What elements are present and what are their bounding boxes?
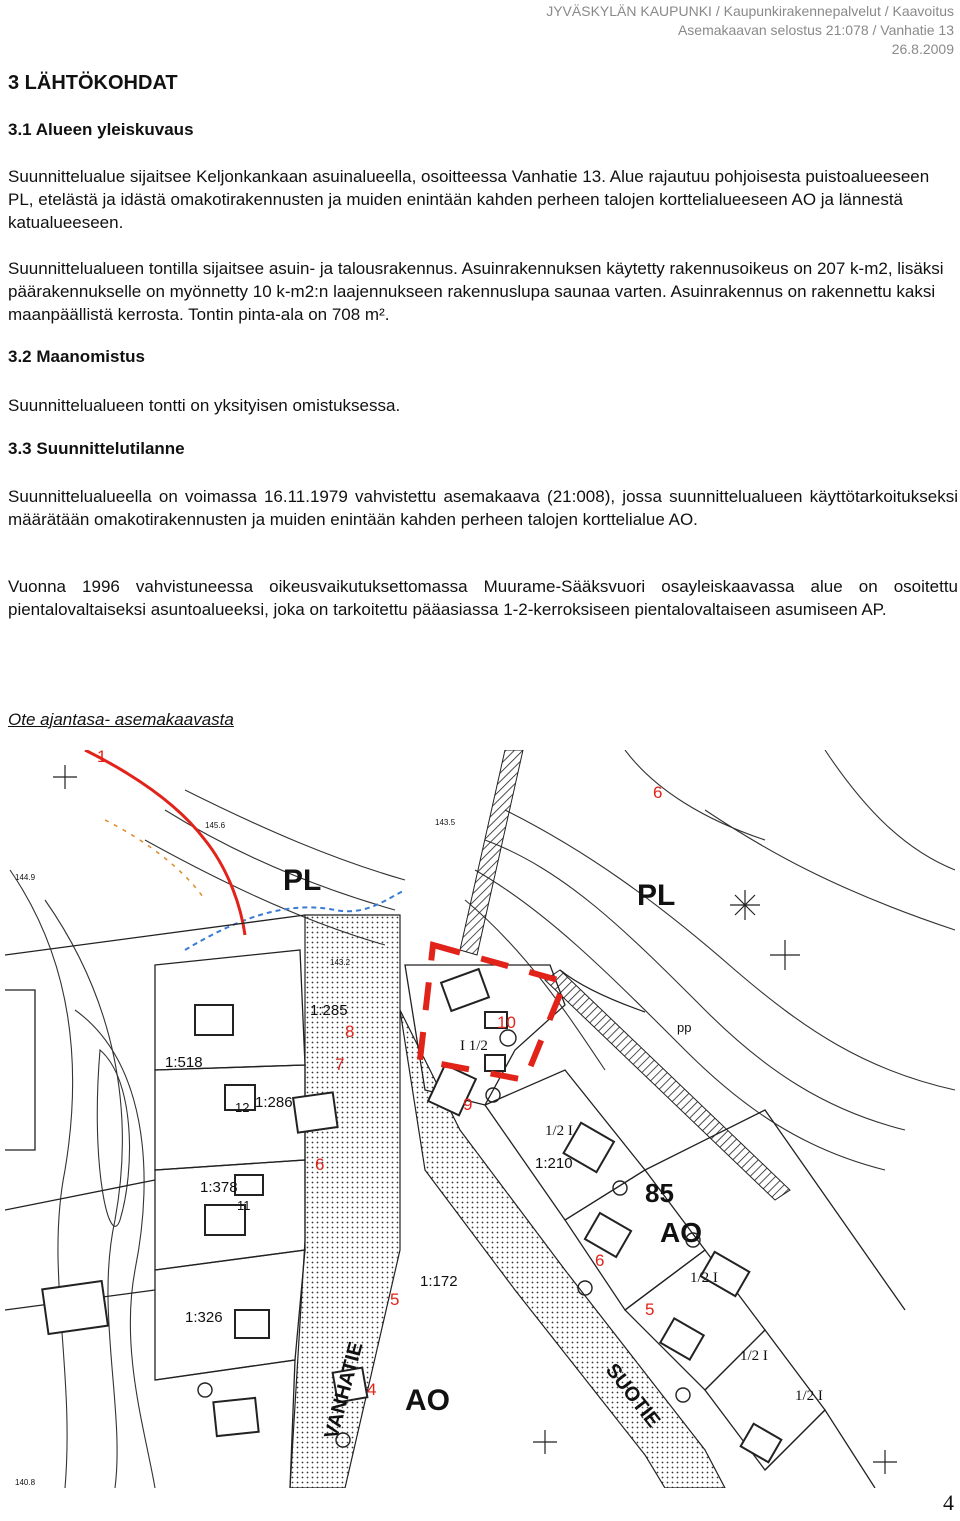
lot-1172: 1:172 [420,1273,458,1290]
zone-label-ao-east: AO [660,1217,702,1248]
density-c: 1/2 I [690,1270,718,1286]
lot-1286: 1:286 [255,1094,293,1111]
document-header [546,2,954,59]
section-3-3-title: 3.3 Suunnittelutilanne [8,439,185,458]
density-b: 1/2 I [545,1123,573,1139]
page-number: 4 [943,1490,954,1515]
plot-number-5a: 5 [390,1290,400,1309]
section-3-3-paragraph-1: Suunnittelualueella on voimassa 16.11.1979 vahvistettu asemakaava (21:008), jossa suunnittelualueen käyttötarkoitukseksi määrätään omakotirakennusten ja muiden enintään kahden perheen talojen korttelialue AO. [8,487,958,529]
zone-label-pl-east: PL [637,879,676,912]
plot-number-10: 10 [497,1013,516,1032]
plot-number-7: 7 [335,1055,345,1074]
street-name-vanhatie: VANHATIE [320,1339,368,1442]
density-d: 1/2 I [740,1348,768,1364]
spot-height-4: 144.9 [15,873,36,882]
lot-1285: 1:285 [310,1002,348,1019]
plot-number-9: 9 [463,1095,473,1114]
plot-number-4: 4 [367,1380,377,1399]
section-3-2-title: 3.2 Maanomistus [8,347,145,366]
spot-height-3: 143.5 [435,818,456,827]
density-e: 1/2 I [795,1388,823,1404]
spot-height-1: 145.6 [205,821,226,830]
figure-caption: Ote ajantasa- asemakaavasta [8,710,234,729]
density-a: I 1/2 [460,1038,488,1054]
lot-1326: 1:326 [185,1309,223,1326]
building-number-11: 11 [237,1198,251,1213]
plot-number-6c: 6 [653,783,663,802]
header-date: 26.8.2009 [891,41,954,57]
plot-number-6a: 6 [315,1155,325,1174]
section-3-1-paragraph-1: Suunnittelualue sijaitsee Keljonkankaan asuinalueella, osoitteessa Vanhatie 13. Alue rajautuu pohjoisesta puistoalueeseen PL, etelästä ja idästä omakotirakennusten ja muiden enintään kahden perheen talojen korttelialueeseen AO ja lännestä katualueeseen. [8,167,930,232]
spot-height-2: 143.2 [330,958,351,967]
plot-number-8: 8 [345,1022,355,1041]
block-number-85: 85 [645,1178,674,1208]
section-3-2-paragraph: Suunnittelualueen tontti on yksityisen omistuksessa. [8,396,401,415]
plot-number-5b: 5 [645,1300,655,1319]
header-org: JYVÄSKYLÄN KAUPUNKI / Kaupunkirakennepalvelut / Kaavoitus [546,3,954,19]
plot-number-1: 1 [97,750,107,766]
lot-1210: 1:210 [535,1155,573,1172]
street-name-suotie: SUOTIE [601,1359,665,1432]
section-3-1-title: 3.1 Alueen yleiskuvaus [8,120,194,139]
parking-label: pp [677,1020,692,1035]
lot-1518: 1:518 [165,1054,203,1071]
lot-1378: 1:378 [200,1179,238,1196]
spot-height-5: 140.8 [15,1478,36,1487]
zone-label-pl-west: PL [283,864,322,897]
header-doc: Asemakaavan selostus 21:078 / Vanhatie 13 [677,22,954,38]
building-number-12: 12 [235,1100,250,1115]
plot-number-6b: 6 [595,1251,605,1270]
chapter-title: 3 LÄHTÖKOHDAT [8,72,178,94]
zoning-map [5,750,960,1488]
zone-label-ao-south: AO [405,1384,450,1417]
section-3-1-paragraph-2: Suunnittelualueen tontilla sijaitsee asuin- ja talousrakennus. Asuinrakennuksen käytetty rakennusoikeus on 207 k-m2, lisäksi päärakennukselle on myönnetty 10 k-m2:n laajennukseen rakennuslupa saunaa varten. Asuinrakennus on rakennettu kaksi maanpäällistä kerrosta. Tontin pinta-ala on 708 m². [8,259,944,324]
section-3-3-paragraph-2: Vuonna 1996 vahvistuneessa oikeusvaikutuksettomassa Muurame-Sääksvuori osayleiskaavassa alue on osoitettu pientalovaltaiseksi asuntoalueeksi, joka on tarkoitettu pääasiassa 1-2-kerroksiseen pientalovaltaiseen asumiseen AP. [8,577,958,619]
